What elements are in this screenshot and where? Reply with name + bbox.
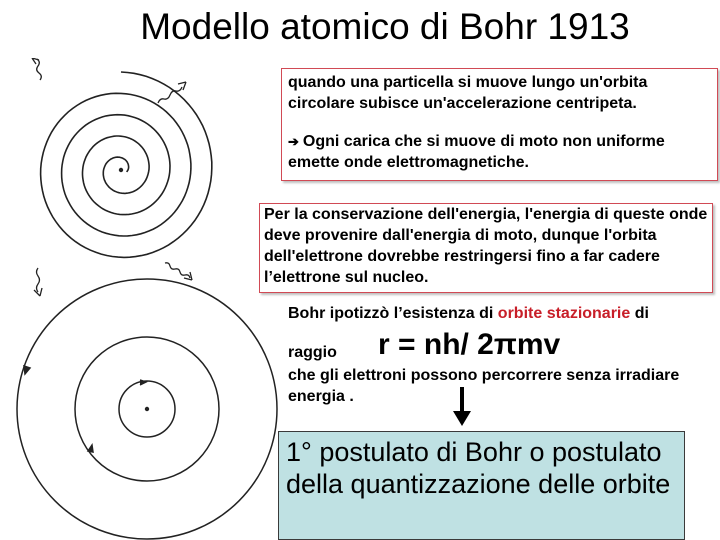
orbit-nucleus — [145, 407, 149, 411]
arrow-right-icon: ➔ — [288, 134, 299, 149]
emission-arrow-ne — [178, 82, 186, 90]
orbit-arrow-3 — [24, 366, 30, 374]
emission-arrow-nw — [32, 58, 39, 64]
first-postulate-box — [278, 431, 685, 540]
spiral-diagram — [32, 58, 212, 296]
acceleration-text: quando una particella si muove lungo un'orbita circolare subisce un'accelerazione centripeta. — [288, 74, 648, 112]
emission-statement: ➔ Ogni carica che si muove di moto non uniforme emette onde elettromagnetiche. — [288, 133, 665, 171]
down-arrow-icon — [452, 387, 472, 427]
spiral-orbit — [41, 72, 212, 257]
first-postulate-text: 1° postulato di Bohr o postulato della quantizzazione delle orbite — [286, 437, 671, 499]
acceleration-textbox — [281, 68, 718, 181]
orbit-arrow-2 — [88, 445, 93, 452]
emission-wave-se — [165, 263, 190, 278]
slide-title: Modello atomico di Bohr 1913 — [140, 6, 630, 47]
bohr-hypothesis-continued: che gli elettroni possono percorrere senza irradiare energia . — [288, 367, 680, 405]
energy-conservation-text: Per la conservazione dell'energia, l'energia di queste onde deve provenire dall'energia di moto, dunque l'orbita dell'elettrone dovrebbe restringersi fino a far cadere l’elettrone sul nucleo. — [264, 206, 708, 286]
radius-formula: r = nh/ 2πmv — [378, 328, 561, 361]
orbit-diagrams — [0, 58, 285, 540]
bohr-hypothesis: Bohr ipotizzò l’esistenza di orbite stazionarie di — [288, 305, 649, 322]
stationary-orbits-highlight: orbite stazionarie — [497, 305, 631, 322]
energy-conservation-textbox — [259, 203, 713, 293]
emission-wave-nw — [37, 59, 42, 80]
spiral-nucleus — [119, 168, 123, 172]
emission-arrow-se — [184, 272, 192, 280]
emission-wave-sw — [37, 268, 40, 292]
raggio-label: raggio — [288, 344, 337, 361]
